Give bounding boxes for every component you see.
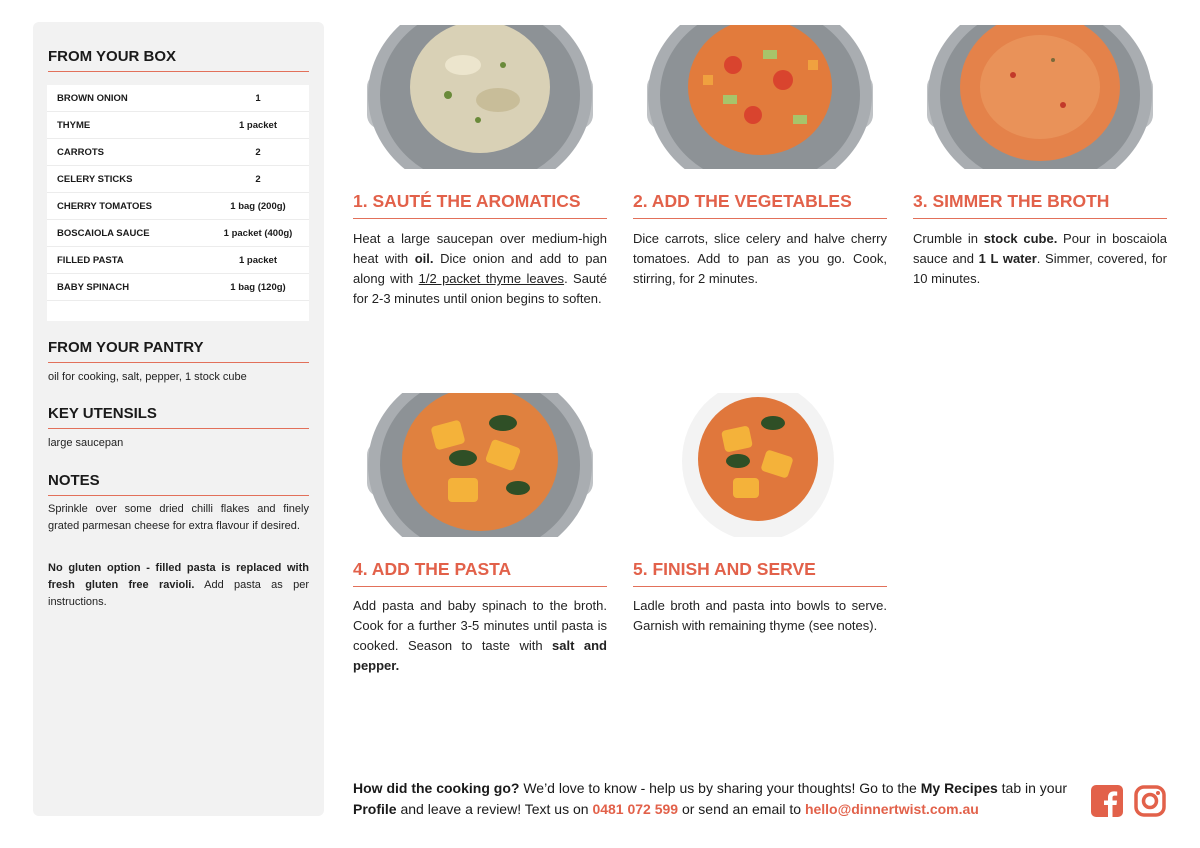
step-2-text: Dice carrots, slice celery and halve cherry tomatoes. Add to pan as you go. Cook, stirring, for 2 minutes. xyxy=(633,231,887,286)
step-1-text: Heat a large saucepan over medium-high heat with oil. Dice onion and add to pan along with 1/2 packet thyme leaves. Sauté for 2-3 minutes until onion begins to soften. xyxy=(353,231,607,306)
facebook-icon[interactable] xyxy=(1091,785,1123,817)
notes-title: NOTES xyxy=(48,472,309,496)
table-row xyxy=(47,139,309,166)
step-4-title: 4. ADD THE PASTA xyxy=(353,559,607,587)
ingredient-name: FILLED PASTA xyxy=(47,247,207,274)
step-3-title: 3. SIMMER THE BROTH xyxy=(913,191,1167,219)
notes-text-1: Sprinkle over some dried chilli flakes and finely grated parmesan cheese for extra flavour if desired. xyxy=(48,503,309,532)
ingredient-name: BROWN ONION xyxy=(47,85,207,112)
notes-gluten-rest: Add pasta as per instructions. xyxy=(48,579,309,608)
ingredient-name: BOSCAIOLA SAUCE xyxy=(47,220,207,247)
step-3-text: Crumble in stock cube. Pour in boscaiola sauce and 1 L water. Simmer, covered, for 10 minutes. xyxy=(913,231,1167,286)
step-1-title: 1. SAUTÉ THE AROMATICS xyxy=(353,191,607,219)
step-2-image xyxy=(633,25,887,169)
step-5-title: 5. FINISH AND SERVE xyxy=(633,559,887,587)
ingredient-qty: 1 packet (400g) xyxy=(207,220,309,247)
key-utensils-title: KEY UTENSILS xyxy=(48,405,309,429)
ingredient-name: THYME xyxy=(47,112,207,139)
step-1-image xyxy=(353,25,607,169)
ingredients-sidebar xyxy=(33,22,324,816)
table-row xyxy=(47,220,309,247)
feedback-footer: How did the cooking go? We’d love to know - help us by sharing your thoughts! Go to the My Recipes tab in your Profile and leave a review! Text us on 0481 072 599 or send an email to hello@dinnertwist.com.au xyxy=(353,780,1068,817)
ingredient-name: CELERY STICKS xyxy=(47,166,207,193)
ingredients-table xyxy=(47,85,309,321)
ingredient-qty: 1 packet xyxy=(207,112,309,139)
table-row xyxy=(47,193,309,220)
ingredient-qty: 1 packet xyxy=(207,247,309,274)
table-row xyxy=(47,247,309,274)
ingredient-name: CARROTS xyxy=(47,139,207,166)
instagram-icon[interactable] xyxy=(1134,785,1166,817)
notes-text-2 xyxy=(48,560,309,611)
from-your-pantry-title: FROM YOUR PANTRY xyxy=(48,339,309,363)
phone-link[interactable]: 0481 072 599 xyxy=(592,801,679,817)
ingredient-name: BABY SPINACH xyxy=(47,274,207,301)
pantry-text: oil for cooking, salt, pepper, 1 stock cube xyxy=(48,371,247,383)
step-5-image xyxy=(633,393,887,537)
table-row xyxy=(47,166,309,193)
ingredient-qty: 2 xyxy=(207,166,309,193)
step-4-text: Add pasta and baby spinach to the broth. Cook for a further 3-5 minutes until pasta is cooked. Season to taste with salt and pepper. xyxy=(353,598,607,673)
step-4-image xyxy=(353,393,607,537)
notes-gluten-bold: No gluten option - filled pasta is replaced with fresh gluten free ravioli. xyxy=(48,562,309,591)
utensils-text: large saucepan xyxy=(48,437,124,449)
step-5-text: Ladle broth and pasta into bowls to serve. Garnish with remaining thyme (see notes). xyxy=(633,598,887,633)
ingredient-name: CHERRY TOMATOES xyxy=(47,193,207,220)
step-2-title: 2. ADD THE VEGETABLES xyxy=(633,191,887,219)
from-your-box-title: FROM YOUR BOX xyxy=(48,48,309,72)
email-link[interactable]: hello@dinnertwist.com.au xyxy=(804,801,979,817)
table-row xyxy=(47,85,309,112)
table-row xyxy=(47,274,309,301)
ingredient-qty: 2 xyxy=(207,139,309,166)
ingredient-qty: 1 xyxy=(207,85,309,112)
ingredient-qty: 1 bag (200g) xyxy=(207,193,309,220)
table-row xyxy=(47,112,309,139)
ingredient-qty: 1 bag (120g) xyxy=(207,274,309,301)
step-3-image xyxy=(913,25,1167,169)
